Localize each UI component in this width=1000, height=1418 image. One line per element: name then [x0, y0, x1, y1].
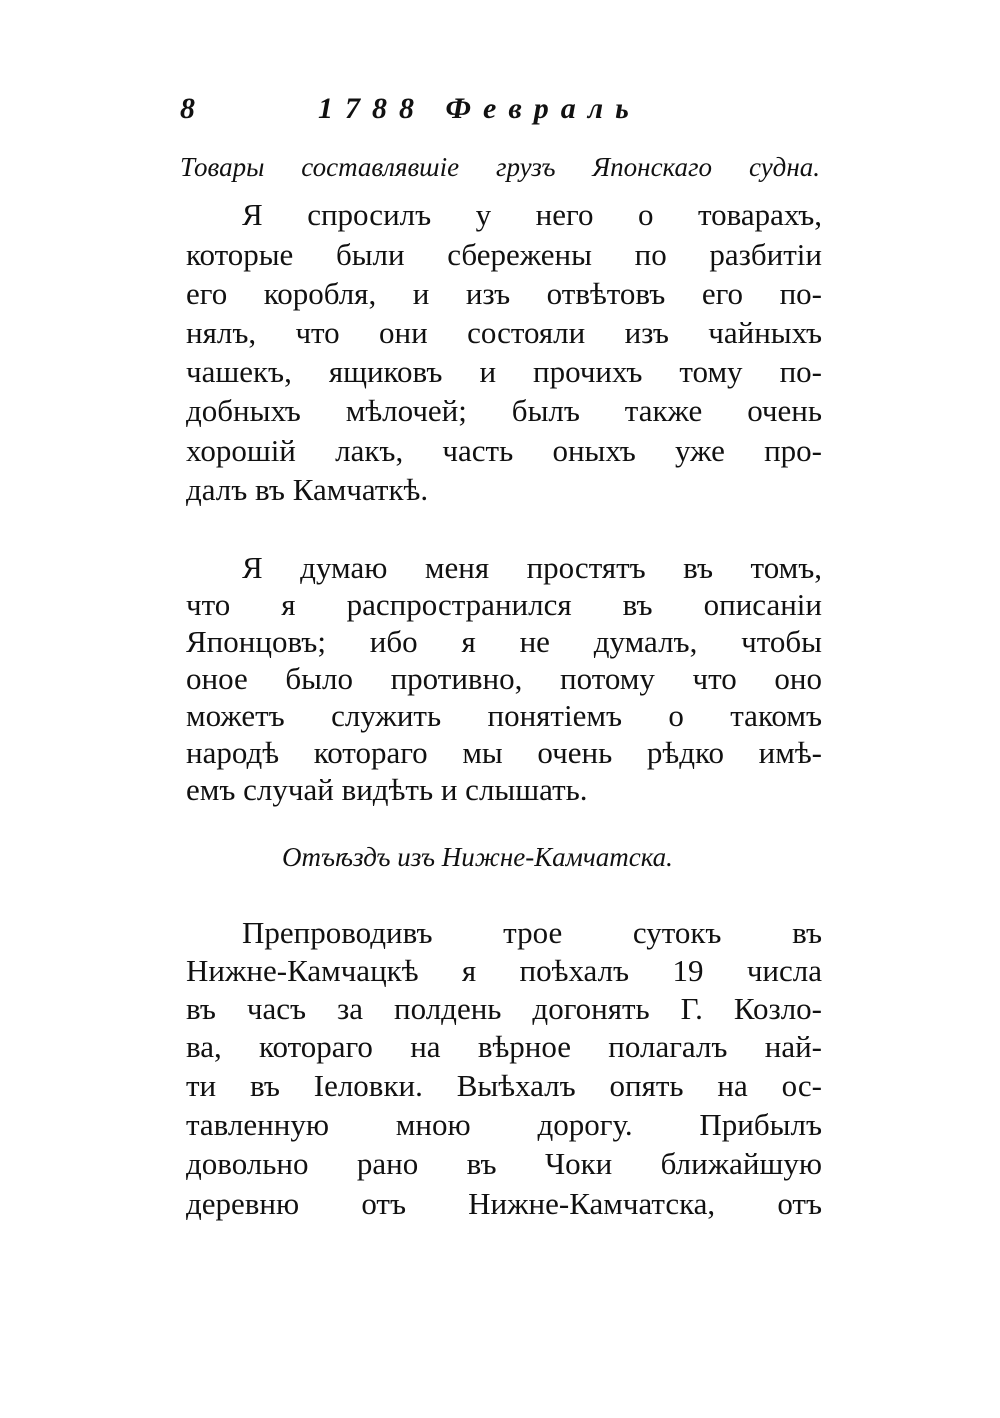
text-line: Я думаю меня простятъ въ томъ, [242, 550, 822, 585]
text-line: тавленную мною дорогу. Прибылъ [186, 1107, 822, 1142]
text-line: Я спросилъ у него о товарахъ, [242, 197, 822, 232]
text-line: Японцовъ; ибо я не думалъ, чтобы [186, 624, 822, 659]
section-title-cargo: Товары составлявшіе грузъ Японскаго судна. [180, 152, 820, 182]
text-line: его коробля, и изъ отвѣтовъ его по- [186, 276, 822, 311]
text-line: Препроводивъ трое сутокъ въ [242, 915, 822, 950]
text-line: довольно рано въ Чоки ближайшую [186, 1146, 822, 1181]
text-line: оное было противно, потому что оно [186, 661, 822, 696]
text-line: деревню отъ Нижне-Камчатска, отъ [186, 1186, 822, 1221]
running-title: 1788 Февраль [318, 92, 641, 125]
text-line: Нижне-Камчацкѣ я поѣхалъ 19 числа [186, 953, 822, 988]
text-line: ва, котораго на вѣрное полагалъ най- [186, 1029, 822, 1064]
text-line: можетъ служить понятіемъ о такомъ [186, 698, 822, 733]
text-line: чашекъ, ящиковъ и прочихъ тому по- [186, 354, 822, 389]
text-line: далъ въ Камчаткѣ. [186, 472, 429, 507]
text-line: хорошій лакъ, часть оныхъ уже про- [186, 433, 822, 468]
text-line: народѣ котораго мы очень рѣдко имѣ- [186, 735, 822, 770]
text-line: въ часъ за полдень догонять Г. Козло- [186, 991, 822, 1026]
page-number: 8 [180, 92, 195, 125]
text-line: ти въ Іеловки. Выѣхалъ опять на ос- [186, 1068, 822, 1103]
text-line: добныхъ мѣлочей; былъ также очень [186, 393, 822, 428]
text-line: емъ случай видѣть и слышать. [186, 772, 588, 807]
text-line: нялъ, что они состояли изъ чайныхъ [186, 315, 822, 350]
text-line: которые были сбережены по разбитіи [186, 237, 822, 272]
section-title-departure: Отъѣздъ изъ Нижне-Камчатска. [282, 842, 673, 872]
text-line: что я распространился въ описаніи [186, 587, 822, 622]
